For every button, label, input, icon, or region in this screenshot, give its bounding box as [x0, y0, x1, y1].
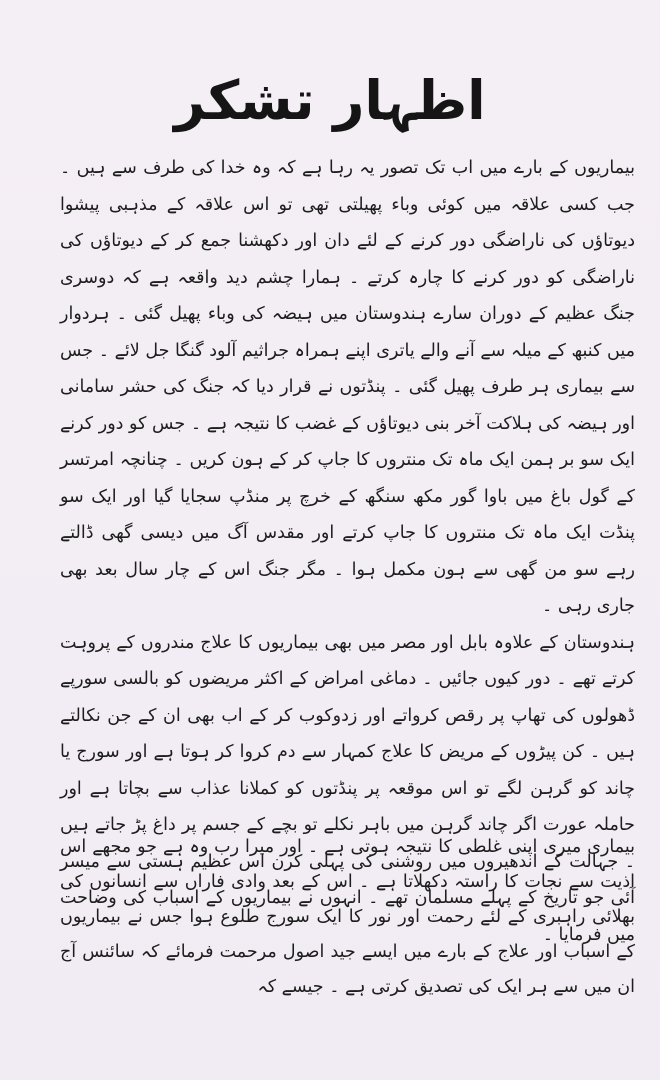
paragraph-2: ہندوستان کے علاوہ بابل اور مصر میں بھی بیماریوں کا علاج مندروں کے پروہت کرتے تھے ۔ دور کیوں جائیں ۔ دماغی امراض کے اکثر مریضوں کو بالسی سورپے ڈھولوں کی تھاپ پر رقص کرواتے اور زدوکوب کر کے اب بھی ان کے جن نکالتے ہیں ۔ کن پیڑوں کے مریض کا علاج کمہار سے دم کروا کر ہوتا ہے اور سورج یا چاند کو گرہن لگے تو اس موقعہ پر پنڈتوں کو کملانا عذاب سے بچاتا ہے اور حاملہ عورت اگر چاند گرہن میں باہر نکلے تو بچے کے جسم پر داغ پڑ جاتے ہیں ۔ جہالت کے اندھیروں میں روشنی کی پہلی کرن اس عظیم ہستی سے میسر آئی جو تاریخ کے پہلے مسلمان تھے ۔ انہوں نے بیماریوں کے اسباب کی وضاحت میں فرمایا ۔ [60, 632, 635, 945]
page-title: اظہار تشکر [174, 69, 486, 132]
paragraph-3: بیماری میری اپنی غلطی کا نتیجہ ہوتی ہے ۔ اور میرا رب وہ ہے جو مجھے اس اذیت سے نجات کا راستہ دکھلاتا ہے ۔ اس کے بعد وادی فاراں سے انسانوں کی بھلائی راہبری کے لئے رحمت اور نور کا ایک سورج طلوع ہوا جس نے بیماریوں کے اسباب اور علاج کے بارے میں ایسے جید اصول مرحمت فرمائے کہ سائنس آج ان میں سے ہر ایک کی تصدیق کرتی ہے ۔ جیسے کہ [60, 837, 635, 997]
text-block-lower [60, 830, 635, 1005]
paragraph-1: بیماریوں کے بارے میں اب تک تصور یہ رہا ہے کہ وہ خدا کی طرف سے ہیں ۔ جب کسی علاقہ میں کوئی وباء پھیلتی تھی تو اس علاقہ کے مذہبی پیشوا دیوتاؤں کی ناراضگی دور کرنے کے لئے دان اور دکھشنا جمع کر کے دیوتاؤں کی ناراضگی کو دور کرنے کا چارہ کرتے ۔ ہمارا چشم دید واقعہ ہے کہ دوسری جنگ عظیم کے دوران سارے ہندوستان میں ہیضہ کی وباء پھیل گئی ۔ ہردوار میں کنبھ کے میلہ سے آنے والے یاتری اپنے ہمراہ جراثیم آلود گنگا جل لائے ۔ جس سے بیماری ہر طرف پھیل گئی ۔ پنڈتوں نے قرار دیا کہ جنگ کی حشر سامانی اور ہیضہ کی ہلاکت آخر بنی دیوتاؤں کے غضب کا نتیجہ ہے ۔ جس کو دور کرنے ایک سو بر ہمن ایک ماہ تک منتروں کا جاپ کر کے ہون کریں ۔ چنانچہ امرتسر کے گول باغ میں باوا گور مکھ سنگھ کے خرچ پر منڈپ سجایا گیا اور ایک سو پنڈت ایک ماہ تک منتروں کا جاپ کرتے اور مقدس آگ میں دیسی گھی ڈالتے رہے سو من گھی سے ہون مکمل ہوا ۔ مگر جنگ اس کے چار سال بعد بھی جاری رہی ۔ [60, 158, 635, 616]
